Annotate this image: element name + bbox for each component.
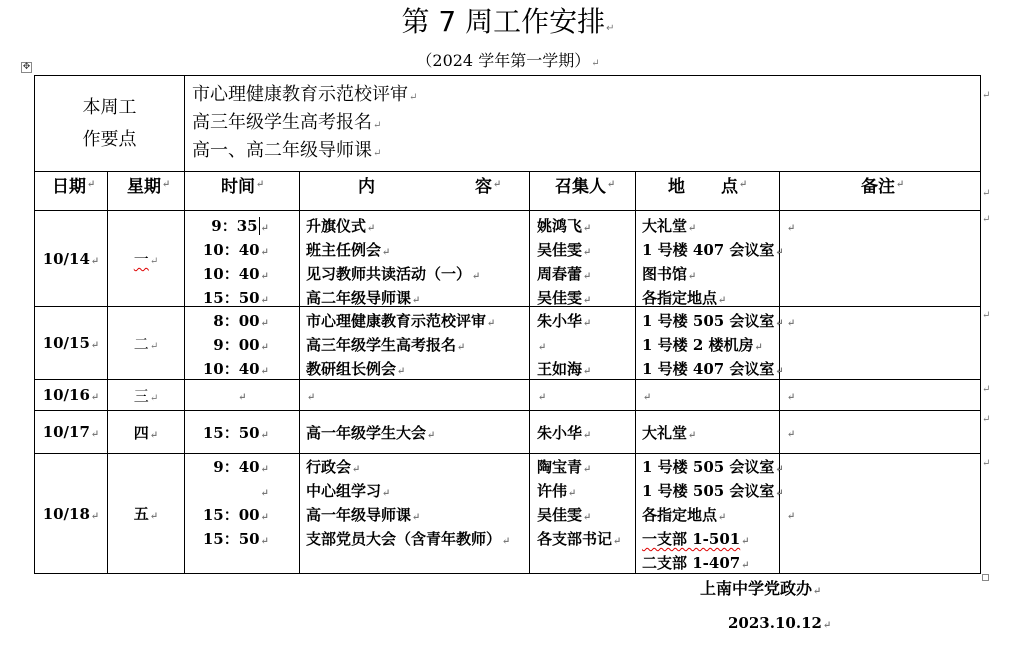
convener-list: 姚鸿飞↵ 吴佳雯↵ 周春蕾↵ 吴佳雯↵ [537, 217, 592, 307]
date-cell: 10/17↵ [42, 423, 100, 441]
date-cell: 10/18↵ [42, 504, 100, 523]
row-end-mark-icon: ↵ [982, 310, 991, 321]
table-resize-handle[interactable] [982, 574, 989, 581]
convener-cell: 朱小华↵ [537, 423, 592, 442]
place-list: 大礼堂↵ 1 号楼 407 会议室↵ 图书馆↵ 各指定地点↵ [642, 217, 784, 307]
place-list: 1 号楼 505 会议室↵ 1 号楼 2 楼机房↵ 1 号楼 407 会议室↵ [642, 312, 784, 378]
remarks-cell: ↵ [787, 223, 796, 234]
page-title: 第 7 周工作安排↵ [401, 5, 615, 38]
convener-list: 朱小华↵ ↵ 王如海↵ [537, 312, 592, 378]
remarks-cell: ↵ [787, 510, 796, 522]
time-list: 9：35 ↵ 10：40↵ 10：40↵ 15：50↵ [202, 217, 269, 307]
key-point-item: 高三年级学生高考报名↵ [192, 112, 382, 133]
schedule-table [34, 75, 981, 574]
remarks-cell: ↵ [787, 429, 796, 440]
place-cell: 大礼堂↵ [642, 423, 697, 442]
content-cell: ↵ [307, 392, 316, 403]
header-time: 时间 ↵ [221, 176, 265, 197]
row-end-mark-icon: ↵ [982, 384, 991, 395]
row-end-mark-icon: ↵ [982, 214, 991, 225]
weekday-cell: 四↵ [133, 423, 159, 442]
table-move-icon[interactable]: ✥ [22, 62, 31, 72]
date-cell: 10/15↵ [42, 334, 100, 352]
content-list: 升旗仪式↵ 班主任例会↵ 见习教师共读活动（一）↵ 高二年级导师课↵ [306, 217, 481, 307]
content-list: 市心理健康教育示范校评审↵ 高三年级学生高考报名↵ 教研组长例会↵ [306, 312, 496, 378]
paragraph-mark-icon: ↵ [591, 58, 600, 69]
weekday-cell: 五↵ [133, 505, 159, 523]
header-weekday: 星期 ↵ [127, 176, 171, 197]
header-convener: 召集人 ↵ [555, 176, 616, 197]
date-cell: 10/16↵ [42, 386, 100, 404]
remarks-cell: ↵ [787, 318, 796, 329]
key-points-list [192, 81, 972, 171]
time-list: 9：40↵ ↵ 15：00↵ 15：50↵ [202, 458, 269, 548]
header-remarks: 备注 ↵ [861, 176, 905, 197]
row-end-mark-icon: ↵ [982, 414, 991, 425]
header-place: 地 点 ↵ [668, 176, 748, 197]
key-points-label: 本周工 作要点 [82, 96, 137, 150]
row-end-mark-icon: ↵ [982, 458, 991, 469]
time-cell: 15：50↵ [202, 423, 269, 442]
row-end-mark-icon: ↵ [982, 188, 991, 199]
header-date: 日期 ↵ [52, 176, 96, 197]
weekday-cell: 二↵ [133, 334, 159, 353]
place-cell: ↵ [643, 392, 652, 403]
header-content: 内 容 ↵ [358, 176, 502, 197]
key-point-item: 市心理健康教育示范校评审↵ [192, 84, 418, 105]
convener-list: 陶宝青↵ 许伟↵ 吴佳雯↵ 各支部书记↵ [537, 458, 622, 548]
content-cell: 高一年级学生大会↵ [306, 423, 436, 442]
page-subtitle: （2024 学年第一学期）↵ [416, 51, 600, 70]
time-list: 8：00↵ 9：00↵ 10：40↵ [202, 312, 269, 378]
row-end-mark-icon: ↵ [982, 90, 991, 101]
remarks-cell: ↵ [787, 392, 796, 403]
convener-cell: ↵ [538, 392, 547, 403]
weekday-cell: 三↵ [133, 386, 159, 405]
place-list: 1 号楼 505 会议室↵ 1 号楼 505 会议室↵ 各指定地点↵ 一支部 1-501↵ 二支部 1-407↵ [642, 458, 784, 572]
time-cell: ↵ [238, 392, 247, 403]
paragraph-mark-icon: ↵ [606, 23, 615, 34]
issuer: 上南中学党政办↵ [700, 579, 822, 598]
issue-date: 2023.10.12↵ [728, 614, 832, 632]
content-list: 行政会↵ 中心组学习↵ 高一年级导师课↵ 支部党员大会（含青年教师）↵ [306, 458, 511, 548]
key-point-item: 高一、高二年级导师课↵ [192, 140, 382, 161]
date-cell: 10/14↵ [42, 249, 100, 268]
weekday-cell: 一↵ [133, 250, 159, 268]
